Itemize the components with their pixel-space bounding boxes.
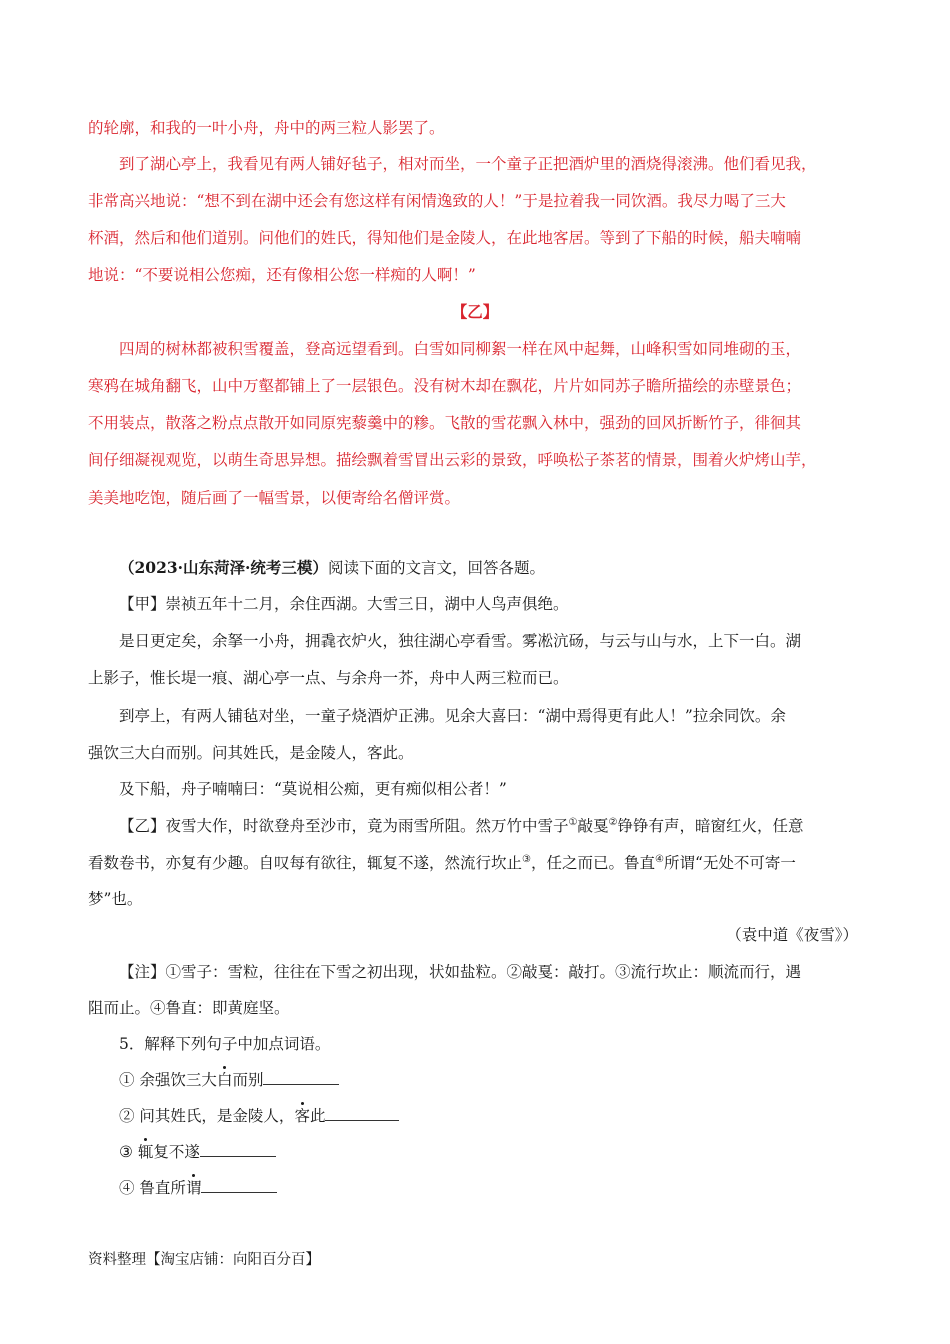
passage-text: ，任之而已。鲁直 xyxy=(530,854,655,872)
answer-blank[interactable] xyxy=(200,1142,276,1157)
passage-text: 夜雪大作，时欲登舟至沙市，竟为雨雪所阻。然万竹中雪子 xyxy=(165,817,569,835)
passage-jia-line xyxy=(119,594,569,614)
translation-line: 到了湖心亭上，我看见有两人铺好毡子，相对而坐，一个童子正把酒炉里的酒烧得滚沸。他们看见我， xyxy=(119,155,817,173)
question-source: （2023·山东菏泽·统考三模） xyxy=(119,558,328,577)
notes-line: 阻而止。④鲁直：即黄庭坚。 xyxy=(88,999,290,1017)
translation-line: 美美地吃饱，随后画了一幅雪景，以便寄给名僧评赏。 xyxy=(88,489,461,507)
translation-line: 非常高兴地说：“想不到在湖中还会有您这样有闲情逸致的人！”于是拉着我一同饮酒。我尽力喝了三大 xyxy=(88,192,786,210)
passage-text: 敲戛 xyxy=(577,817,609,835)
dotted-word: 辄 xyxy=(137,1143,154,1161)
footnote-marker: ① xyxy=(568,817,578,828)
question-item-2 xyxy=(119,1106,399,1126)
yi-label: 【乙】 xyxy=(119,817,166,835)
dotted-word: 白 xyxy=(216,1071,233,1089)
passage-line: 强饮三大白而别。问其姓氏，是金陵人，客此。 xyxy=(88,744,414,762)
notes-line xyxy=(119,962,801,982)
passage-text: 崇祯五年十二月，余住西湖。大雪三日，湖中人鸟声俱绝。 xyxy=(165,595,569,613)
item-text: ④ 鲁直所 xyxy=(119,1179,186,1197)
jia-label: 【甲】 xyxy=(119,595,166,613)
translation-line: 的轮廓，和我的一叶小舟，舟中的两三粒人影罢了。 xyxy=(88,119,445,137)
passage-line: 是日更定矣，余拏一小舟，拥毳衣炉火，独往湖心亭看雪。雾凇沆砀，与云与山与水，上下一白。湖 xyxy=(119,632,802,650)
footnote-marker: ④ xyxy=(655,854,664,865)
answer-blank[interactable] xyxy=(325,1106,399,1121)
translation-line: 寒鸦在城角翻飞，山中万壑都铺上了一层银色。没有树木却在飘花，片片如同苏子瞻所描绘的赤壁景色； xyxy=(88,377,802,395)
notes-text: ①雪子：雪粒，往往在下雪之初出现，状如盐粒。②敲戛：敲打。③流行坎止：顺流而行，遇 xyxy=(165,963,802,981)
footer-text: 资料整理【淘宝店铺：向阳百分百】 xyxy=(88,1252,320,1268)
section-heading-yi: 【乙】 xyxy=(451,302,499,321)
item-text: ② 问其姓氏，是金陵人， xyxy=(119,1107,295,1125)
passage-line: 上影子，惟长堤一痕、湖心亭一点、与余舟一芥，舟中人两三粒而已。 xyxy=(88,669,569,687)
attribution: （袁中道《夜雪》） xyxy=(726,926,858,944)
question-item-1 xyxy=(119,1070,339,1090)
answer-blank[interactable] xyxy=(201,1178,277,1193)
passage-text: 铮铮有声，暗窗红火，任意 xyxy=(617,817,804,835)
question-header xyxy=(119,558,545,578)
translation-line: 间仔细凝视观览，以萌生奇思异想。描绘飘着雪冒出云彩的景致，呼唤松子茶茗的情景，围着火炉烤山芋， xyxy=(88,451,817,469)
question-item-3 xyxy=(119,1142,276,1162)
question-5-prompt: 5．解释下列句子中加点词语。 xyxy=(119,1035,331,1053)
footnote-marker: ② xyxy=(608,817,618,828)
item-text: ③ xyxy=(119,1143,138,1161)
dotted-word: 客 xyxy=(294,1107,310,1125)
translation-line: 地说：“不要说相公您痴，还有像相公您一样痴的人啊！” xyxy=(88,266,476,284)
passage-line: 及下船，舟子喃喃曰：“莫说相公痴，更有痴似相公者！” xyxy=(119,780,507,798)
translation-line: 杯酒，然后和他们道别。问他们的姓氏，得知他们是金陵人，在此地客居。等到了下船的时候，船夫喃喃 xyxy=(88,229,802,247)
passage-line: 到亭上，有两人铺毡对坐，一童子烧酒炉正沸。见余大喜曰：“湖中焉得更有此人！”拉余同饮。余 xyxy=(119,707,786,725)
item-text: ① 余强饮三大 xyxy=(119,1071,217,1089)
passage-text: 所谓“无处不可寄一 xyxy=(663,854,796,872)
item-text: 复不遂 xyxy=(153,1143,200,1161)
translation-line: 不用装点，散落之粉点点散开如同原宪藜羹中的糁。飞散的雪花飘入林中，强劲的回风折断竹子，徘徊其 xyxy=(88,414,802,432)
item-text: 而别 xyxy=(232,1071,264,1089)
question-item-4 xyxy=(119,1178,277,1198)
passage-text: 看数卷书，亦复有少趣。自叹每有欲往，辄复不遂，然流行坎止 xyxy=(88,854,523,872)
question-intro: 阅读下面的文言文，回答各题。 xyxy=(327,559,545,577)
footnote-marker: ③ xyxy=(522,854,531,865)
item-text: 此 xyxy=(309,1107,326,1125)
notes-label: 【注】 xyxy=(119,963,166,981)
translation-line: 四周的树林都被积雪覆盖，登高远望看到。白雪如同柳絮一样在风中起舞，山峰积雪如同堆砌的玉， xyxy=(119,340,802,358)
passage-line: 梦”也。 xyxy=(88,890,143,908)
answer-blank[interactable] xyxy=(263,1070,339,1085)
passage-yi-line xyxy=(119,816,804,836)
dotted-word: 谓 xyxy=(185,1179,202,1197)
passage-line xyxy=(88,853,796,873)
